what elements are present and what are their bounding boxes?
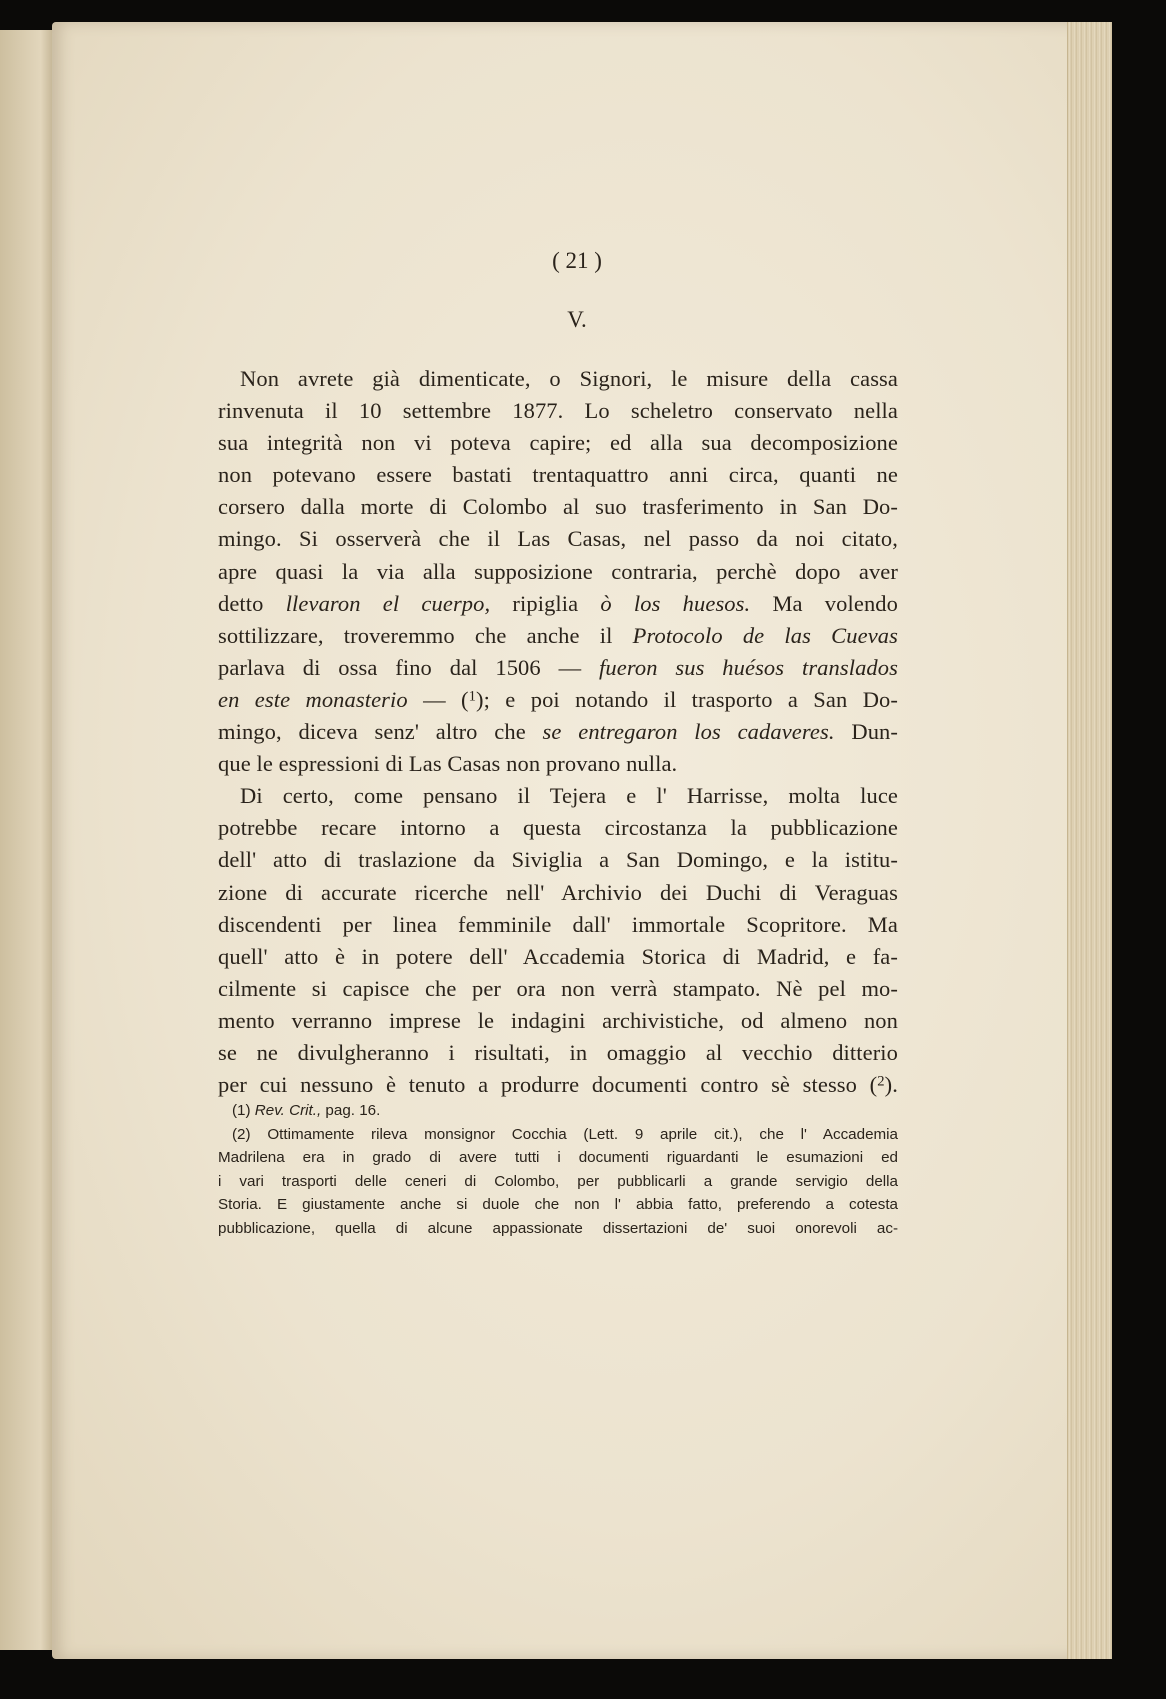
footnote-line: Storia. E giustamente anche si duole che non l' abbia fatto, preferendo a cotesta bbox=[218, 1196, 898, 1213]
footnote-line: (2) Ottimamente rileva monsignor Cocchia (Lett. 9 aprile cit.), che l' Accademia bbox=[232, 1125, 898, 1143]
text-line: Di certo, come pensano il Tejera e l' Harrisse, molta luce bbox=[240, 783, 898, 809]
footnote-line: Madrilena era in grado di avere tutti i documenti riguardanti le esumazioni ed bbox=[218, 1149, 898, 1166]
page-number: ( 21 ) bbox=[552, 248, 602, 273]
text-line: sottilizzare, troveremmo che anche il Protocolo de las Cuevas bbox=[218, 622, 898, 648]
text-line: apre quasi la via alla supposizione contraria, perchè dopo aver bbox=[218, 558, 898, 584]
text-line: quell' atto è in potere dell' Accademia Storica di Madrid, e fa- bbox=[218, 943, 898, 969]
text-line: per cui nessuno è tenuto a produrre documenti contro sè stesso ($^2$). bbox=[218, 1072, 898, 1098]
text-line: cilmente si capisce che per ora non verrà stampato. Nè pel mo- bbox=[218, 975, 898, 1001]
book-page bbox=[52, 22, 1112, 1659]
text-line: detto llevaron el cuerpo, ripiglia ò los huesos. Ma volendo bbox=[218, 590, 898, 616]
text-line: zione di accurate ricerche nell' Archivio dei Duchi di Veraguas bbox=[218, 879, 898, 905]
text-line: dell' atto di traslazione da Siviglia a San Domingo, e la istitu- bbox=[218, 847, 898, 873]
text-line: en este monasterio — ($^1$); e poi notando il trasporto a San Do- bbox=[218, 686, 898, 712]
text-line: Non avrete già dimenticate, o Signori, le misure della cassa bbox=[240, 366, 898, 391]
section-heading: V. bbox=[567, 307, 587, 332]
facing-page-edge bbox=[0, 30, 58, 1650]
text-line: non potevano essere bastati trentaquattro anni circa, quanti ne bbox=[218, 462, 898, 488]
text-line: mento verranno imprese le indagini archivistiche, od almeno non bbox=[218, 1007, 898, 1033]
footnote-ref: 2 bbox=[877, 1073, 885, 1090]
text-line: que le espressioni di Las Casas non provano nulla. bbox=[218, 751, 678, 777]
text-line: se ne divulgheranno i risultati, in omaggio al vecchio ditterio bbox=[218, 1039, 898, 1065]
text-line: mingo, diceva senz' altro che se entregaron los cadaveres. Dun- bbox=[218, 719, 898, 745]
text-line: parlava di ossa fino dal 1506 — fueron sus huésos translados bbox=[218, 654, 898, 680]
footnote-line: pubblicazione, quella di alcune appassionate dissertazioni de' suoi onorevoli ac- bbox=[218, 1219, 898, 1237]
footnote-line: i vari trasporti delle ceneri di Colombo, per pubblicarli a grande servigio della bbox=[218, 1172, 898, 1190]
text-line: potrebbe recare intorno a questa circostanza la pubblicazione bbox=[218, 815, 898, 841]
body-text bbox=[218, 363, 898, 1101]
text-line: rinvenuta il 10 settembre 1877. Lo scheletro conservato nella bbox=[218, 398, 898, 424]
text-line: mingo. Si osserverà che il Las Casas, nel passo da noi citato, bbox=[218, 526, 898, 552]
footnote-ref: 1 bbox=[468, 688, 477, 705]
footnotes bbox=[218, 1099, 898, 1240]
footnote-line: (1) Rev. Crit., pag. 16. bbox=[232, 1102, 381, 1119]
text-line: discendenti per linea femminile dall' immortale Scopritore. Ma bbox=[218, 911, 898, 937]
text-line: sua integrità non vi poteva capire; ed alla sua decomposizione bbox=[218, 430, 898, 456]
text-line: corsero dalla morte di Colombo al suo trasferimento in San Do- bbox=[218, 494, 898, 520]
